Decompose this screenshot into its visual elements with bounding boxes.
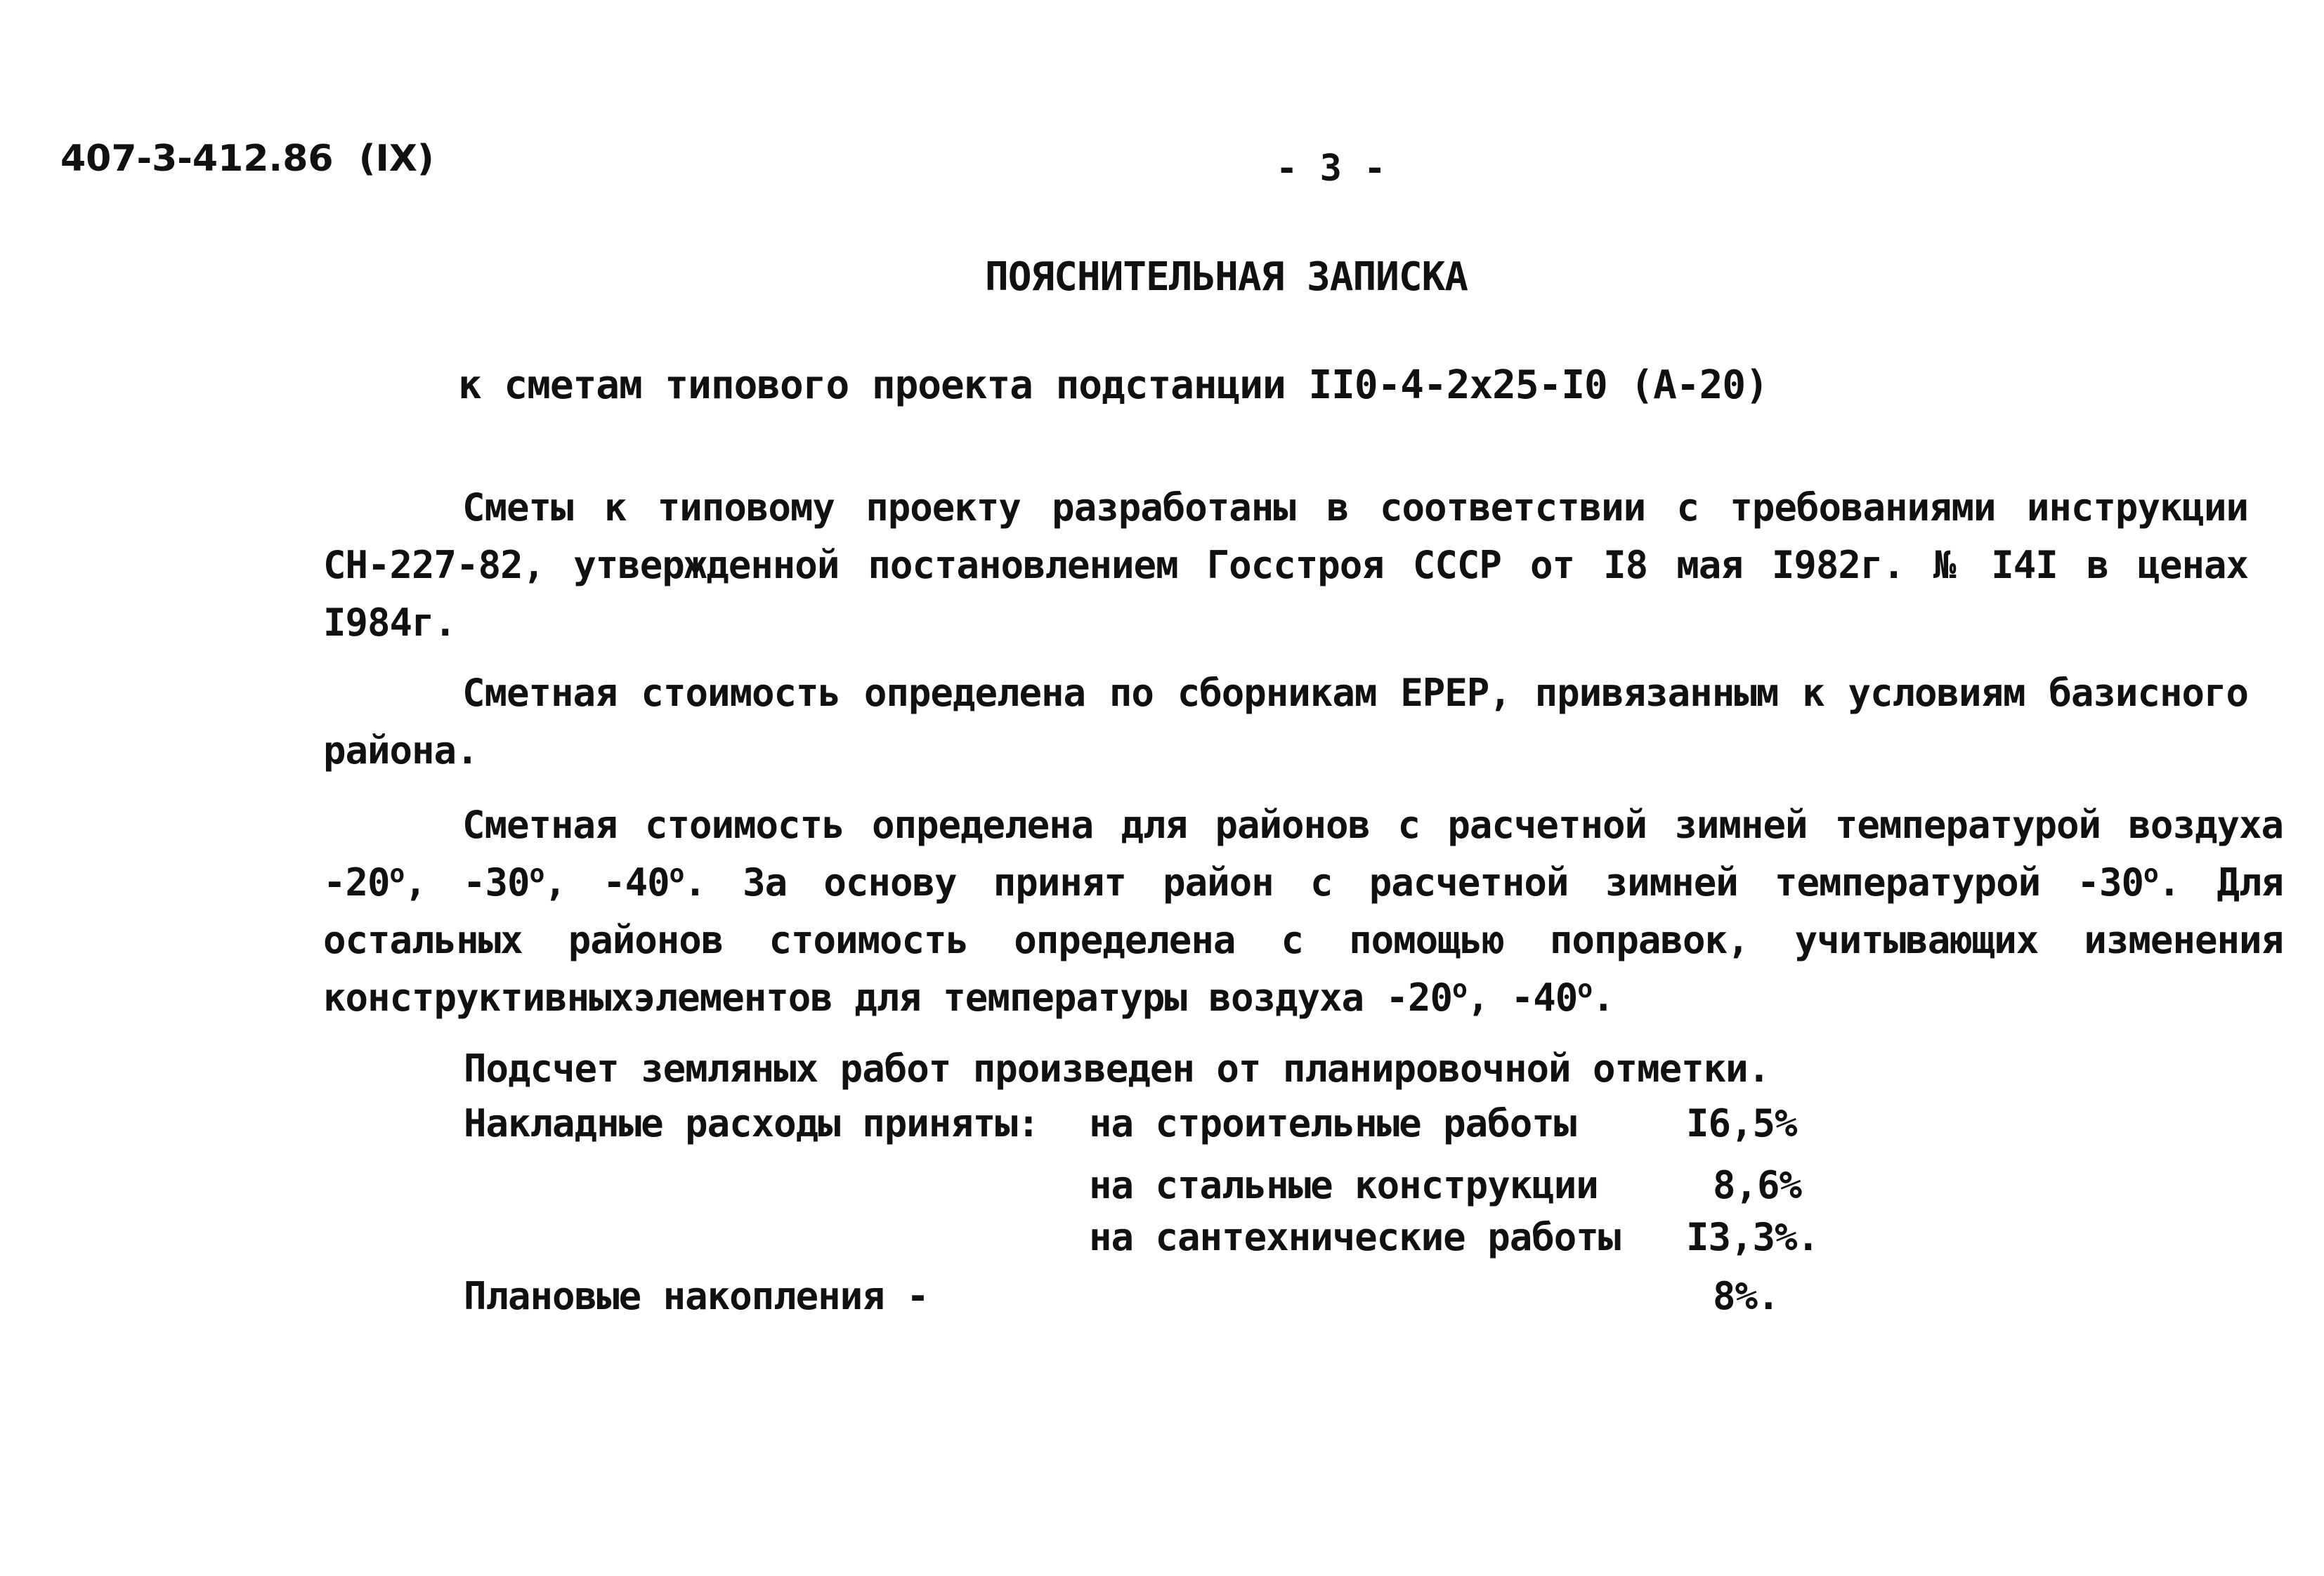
paragraph-instructions xyxy=(323,479,2248,652)
overhead-rate-label: на строительные работы xyxy=(1089,1101,1576,1145)
degree-sign: о xyxy=(529,860,544,888)
temperature-text-e: . Для остальных районов стоимость определена с помощью поправок, учитывающих изменения конструктивныхэлементов для температуры воздуха -20 xyxy=(323,860,2283,1020)
document-code: 407-3-412.86 (IX) xyxy=(60,138,434,180)
overhead-rate-value: I6,5% xyxy=(1686,1101,1797,1145)
degree-sign: о xyxy=(389,860,405,888)
earthworks-note: Подсчет земляных работ произведен от планировочной отметки. xyxy=(464,1046,1770,1091)
overhead-label: Накладные расходы приняты: xyxy=(464,1101,1040,1145)
degree-sign: о xyxy=(669,860,684,888)
degree-sign: о xyxy=(1577,975,1592,1004)
page-number: - 3 - xyxy=(1276,147,1386,190)
temperature-text-f: , -40 xyxy=(1466,976,1578,1020)
overhead-rate-value: 8,6% xyxy=(1713,1163,1802,1207)
paragraph-collections-text: Сметная стоимость определена по сборникам ЕРЕР, привязанным к условиям базисного района. xyxy=(323,671,2248,773)
planned-accumulation-label: Плановые накопления - xyxy=(464,1274,929,1318)
overhead-rate-value: I3,3%. xyxy=(1686,1215,1820,1259)
paragraph-temperature xyxy=(323,796,2283,1027)
document-title: ПОЯСНИТЕЛЬНАЯ ЗАПИСКА xyxy=(985,254,1468,300)
paragraph-instructions-text: Сметы к типовому проекту разработаны в соответствии с требованиями инструкции СН-227-82, утвержденной постановлением Госстроя СССР от I8 мая I982г. № I4I в ценах I984г. xyxy=(323,485,2248,645)
planned-accumulation-value: 8%. xyxy=(1713,1274,1780,1318)
temperature-text-g: . xyxy=(1592,976,1614,1020)
degree-sign: о xyxy=(1452,975,1467,1004)
paragraph-collections xyxy=(323,664,2248,780)
temperature-text-d: . За основу принят район с расчетной зимней температурой -30 xyxy=(684,860,2143,905)
temperature-text-c: , -40 xyxy=(544,860,670,905)
temperature-text-b: , -30 xyxy=(404,860,530,905)
overhead-rate-label: на стальные конструкции xyxy=(1089,1163,1598,1207)
degree-sign: о xyxy=(2143,860,2158,888)
document-subtitle: к сметам типового проекта подстанции II0-4-2х25-I0 (А-20) xyxy=(458,362,1768,408)
temperature-text-a: Сметная стоимость определена для районов с расчетной зимней температурой воздуха -20 xyxy=(323,803,2283,905)
overhead-rate-label: на сантехнические работы xyxy=(1089,1215,1621,1259)
